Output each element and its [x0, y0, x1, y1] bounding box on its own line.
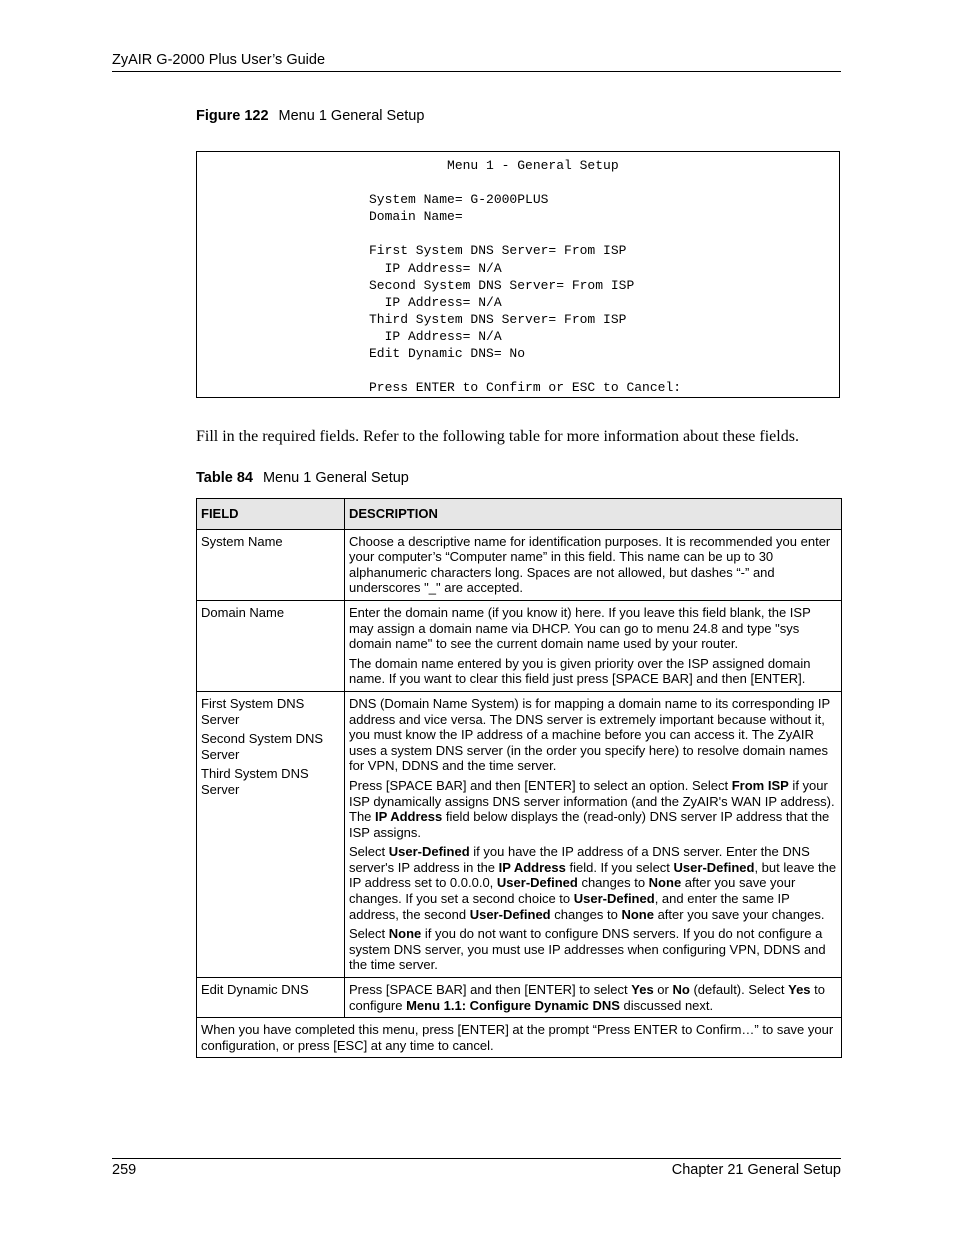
running-header-title: ZyAIR G-2000 Plus User’s Guide: [112, 52, 326, 68]
description-column-header: DESCRIPTION: [345, 499, 842, 530]
field-name: System Name: [201, 533, 283, 549]
chapter-title: Chapter 21 General Setup: [671, 1162, 841, 1178]
description-cell: [345, 691, 842, 977]
field-name: Edit Dynamic DNS: [201, 982, 309, 998]
description-paragraph: DNS (Domain Name System) is for mapping a domain name to its corresponding IP address and vice versa. The DNS server is extremely important because without it, you must know the IP address of a machine before you can access it. The ZyAIR uses a system DNS server (in the order you specify here) to resolve domain names for VPN, DDNS and the time server.: [349, 695, 830, 774]
header-rule: [112, 71, 841, 72]
table-row: [197, 691, 842, 977]
field-name: Second System DNS Server: [201, 731, 324, 762]
figure-title: Menu 1 General Setup: [278, 108, 425, 124]
field-column-header: FIELD: [197, 499, 345, 530]
table-caption: [196, 470, 409, 486]
description-paragraph: Select None if you do not want to configure DNS servers. If you do not configure a system DNS server, you must use IP addresses when configuring VPN, DDNS and the time server.: [349, 926, 826, 973]
figure-caption: [196, 108, 424, 124]
table-row: [197, 978, 842, 1018]
description-paragraph: Press [SPACE BAR] and then [ENTER] to select Yes or No (default). Select Yes to configure Menu 1.1: Configure Dynamic DNS discussed next.: [349, 982, 825, 1013]
table-header-row: [197, 499, 842, 530]
field-name: Third System DNS Server: [201, 766, 309, 797]
description-paragraph: Press [SPACE BAR] and then [ENTER] to select an option. Select From ISP if your ISP dynamically assigns DNS server information (and the ZyAIR's WAN IP address). The IP Address field below displays the (read-only) DNS server IP address that the ISP assigns.: [349, 777, 835, 840]
field-description-table: [196, 498, 842, 1058]
terminal-screen: [196, 151, 840, 398]
table-row: [197, 600, 842, 691]
page-number: 259: [112, 1162, 137, 1178]
table-label: Table 84: [196, 470, 253, 486]
table-footer-note: When you have completed this menu, press [ENTER] at the prompt “Press ENTER to Confirm…” to save your configuration, or press [ESC] at any time to cancel.: [197, 1018, 842, 1058]
table-footer-row: [197, 1018, 842, 1058]
description-cell: [345, 529, 842, 600]
description-paragraph: Choose a descriptive name for identification purposes. It is recommended you enter your computer’s “Computer name” in this field. This name can be up to 30 alphanumeric characters long. Spaces are not allowed, but dashes “-” and underscores "_" are accepted.: [349, 533, 831, 596]
description-paragraph: The domain name entered by you is given priority over the ISP assigned domain name. If you want to clear this field just press [SPACE BAR] and then [ENTER].: [349, 655, 811, 687]
table-row: [197, 529, 842, 600]
description-paragraph: Enter the domain name (if you know it) here. If you leave this field blank, the ISP may assign a domain name via DHCP. You can go to menu 24.8 and type "sys domain name" to see the current domain name used by your router.: [349, 604, 811, 652]
field-cell: [197, 978, 345, 1018]
field-name: First System DNS Server: [201, 695, 305, 727]
intro-paragraph: Fill in the required fields. Refer to the following table for more information about these fields.: [196, 428, 799, 445]
table-title: Menu 1 General Setup: [262, 470, 409, 486]
figure-label: Figure 122: [196, 108, 269, 124]
field-name: Domain Name: [201, 604, 285, 620]
terminal-menu-text: Menu 1 - General Setup System Name= G-2000PLUS Domain Name= First System DNS Server= From ISP IP Address= N/A Second System DNS Server= From ISP IP Address= N/A Third System DNS Server= From ISP IP Address= N/A Edit Dynamic DNS= No Press ENTER to Confirm or ESC to Cancel:: [369, 158, 682, 396]
footer-rule: [112, 1158, 841, 1159]
field-cell: [197, 529, 345, 600]
field-cell: [197, 691, 345, 977]
description-cell: [345, 600, 842, 691]
description-paragraph: Select User-Defined if you have the IP address of a DNS server. Enter the DNS server's IP address in the IP Address field. If you select User-Defined, but leave the IP address set to 0.0.0.0, User-Defined changes to None after you save your changes. If you set a second choice to User-Defined, and enter the same IP address, the second User-Defined changes to None after you save your changes.: [349, 844, 837, 922]
field-cell: [197, 600, 345, 691]
description-cell: [345, 978, 842, 1018]
